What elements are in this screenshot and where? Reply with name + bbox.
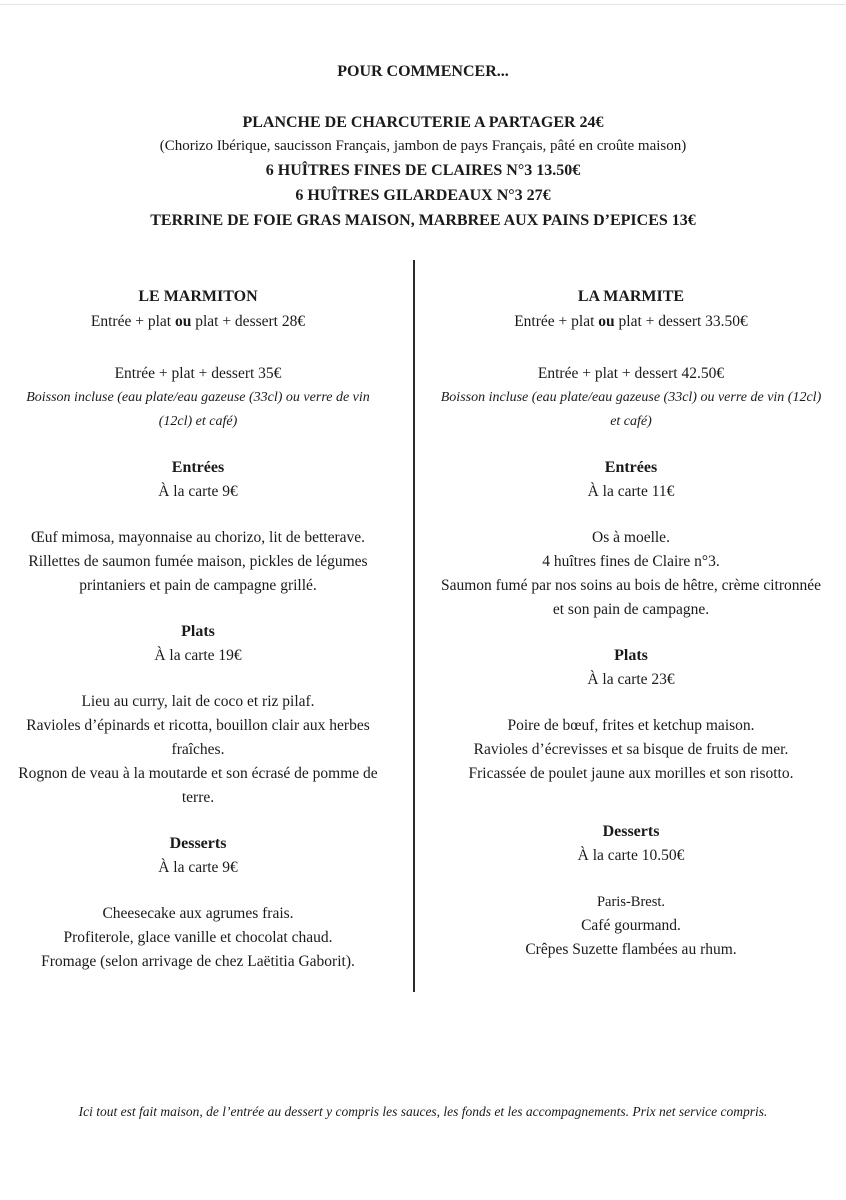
desserts-price: À la carte 9€ [158, 859, 238, 876]
list-item: Rillettes de saumon fumée maison, pickles de légumes printaniers et pain de campagne grillé. [28, 553, 368, 594]
formula-ou: ou [174, 313, 192, 330]
plats-price: À la carte 19€ [154, 647, 242, 664]
formula-three-courses: Entrée + plat + dessert 35€ [114, 365, 282, 382]
formula-three-courses: Entrée + plat + dessert 42.50€ [537, 365, 725, 382]
formula-ou: ou [598, 313, 615, 330]
formula-part: plat + dessert 33.50€ [614, 313, 748, 330]
starter-huitres-gilardeaux: 6 HUÎTRES GILARDEAUX N°3 27€ [295, 187, 551, 204]
list-item: Saumon fumé par nos soins au bois de hêtre, crème citronnée et son pain de campagne. [440, 577, 822, 618]
starter-huitres-claires: 6 HUÎTRES FINES DE CLAIRES N°3 13.50€ [265, 162, 581, 179]
list-item: 4 huîtres fines de Claire n°3. [542, 553, 720, 570]
plats-title: Plats [614, 647, 648, 664]
boisson-note: Boisson incluse (eau plate/eau gazeuse (33cl) ou verre de vin (12cl) et café) [26, 390, 370, 429]
formula-part: Entrée + plat [514, 313, 599, 330]
formula-two-courses [440, 310, 822, 334]
entrees-title: Entrées [604, 459, 658, 476]
formula-two-courses [10, 310, 386, 334]
entrees-price: À la carte 11€ [587, 483, 675, 500]
menu-title: LA MARMITE [577, 288, 685, 305]
desserts-price: À la carte 10.50€ [577, 847, 685, 864]
desserts-title: Desserts [602, 823, 660, 840]
plats-price: À la carte 23€ [587, 671, 675, 688]
list-item: Profiterole, glace vanille et chocolat chaud. [63, 929, 333, 946]
list-item: Ravioles d’épinards et ricotta, bouillon clair aux herbes fraîches. [26, 717, 370, 758]
entrees-price: À la carte 9€ [158, 483, 238, 500]
list-item: Poire de bœuf, frites et ketchup maison. [507, 717, 755, 734]
top-rule [0, 4, 846, 5]
starter-foie-gras: TERRINE DE FOIE GRAS MAISON, MARBREE AUX PAINS D’EPICES 13€ [150, 212, 696, 229]
column-divider [413, 260, 415, 992]
list-item: Fromage (selon arrivage de chez Laëtitia Gaborit). [41, 953, 355, 970]
menu-la-marmite [440, 284, 822, 962]
list-item: Lieu au curry, lait de coco et riz pilaf. [81, 693, 315, 710]
starters-section [0, 60, 846, 233]
entrees-title: Entrées [171, 459, 225, 476]
list-item: Œuf mimosa, mayonnaise au chorizo, lit de betterave. [30, 529, 365, 546]
starters-title: POUR COMMENCER... [337, 63, 509, 80]
formula-part: plat + dessert 28€ [191, 313, 306, 330]
list-item: Café gourmand. [581, 917, 681, 934]
list-item: Cheesecake aux agrumes frais. [102, 905, 294, 922]
list-item: Fricassée de poulet jaune aux morilles et son risotto. [468, 765, 794, 782]
plats-title: Plats [181, 623, 215, 640]
list-item: Rognon de veau à la moutarde et son écrasé de pomme de terre. [18, 765, 378, 806]
desserts-title: Desserts [169, 835, 227, 852]
starter-charcuterie: PLANCHE DE CHARCUTERIE A PARTAGER 24€ [242, 114, 604, 131]
menu-title: LE MARMITON [138, 288, 258, 305]
menu-le-marmiton [10, 284, 386, 974]
list-item: Os à moelle. [592, 529, 670, 546]
formula-part: Entrée + plat [90, 313, 175, 330]
list-item: Ravioles d’écrevisses et sa bisque de fruits de mer. [473, 741, 789, 758]
footer-note: Ici tout est fait maison, de l’entrée au dessert y compris les sauces, les fonds et les accompagnements. Prix net service compris. [78, 1104, 768, 1119]
boisson-note: Boisson incluse (eau plate/eau gazeuse (33cl) ou verre de vin (12cl) et café) [440, 390, 822, 429]
list-item: Paris-Brest. [596, 894, 666, 910]
list-item: Crêpes Suzette flambées au rhum. [525, 941, 737, 958]
starter-charcuterie-detail: (Chorizo Ibérique, saucisson Français, jambon de pays Français, pâté en croûte maison) [159, 138, 687, 154]
